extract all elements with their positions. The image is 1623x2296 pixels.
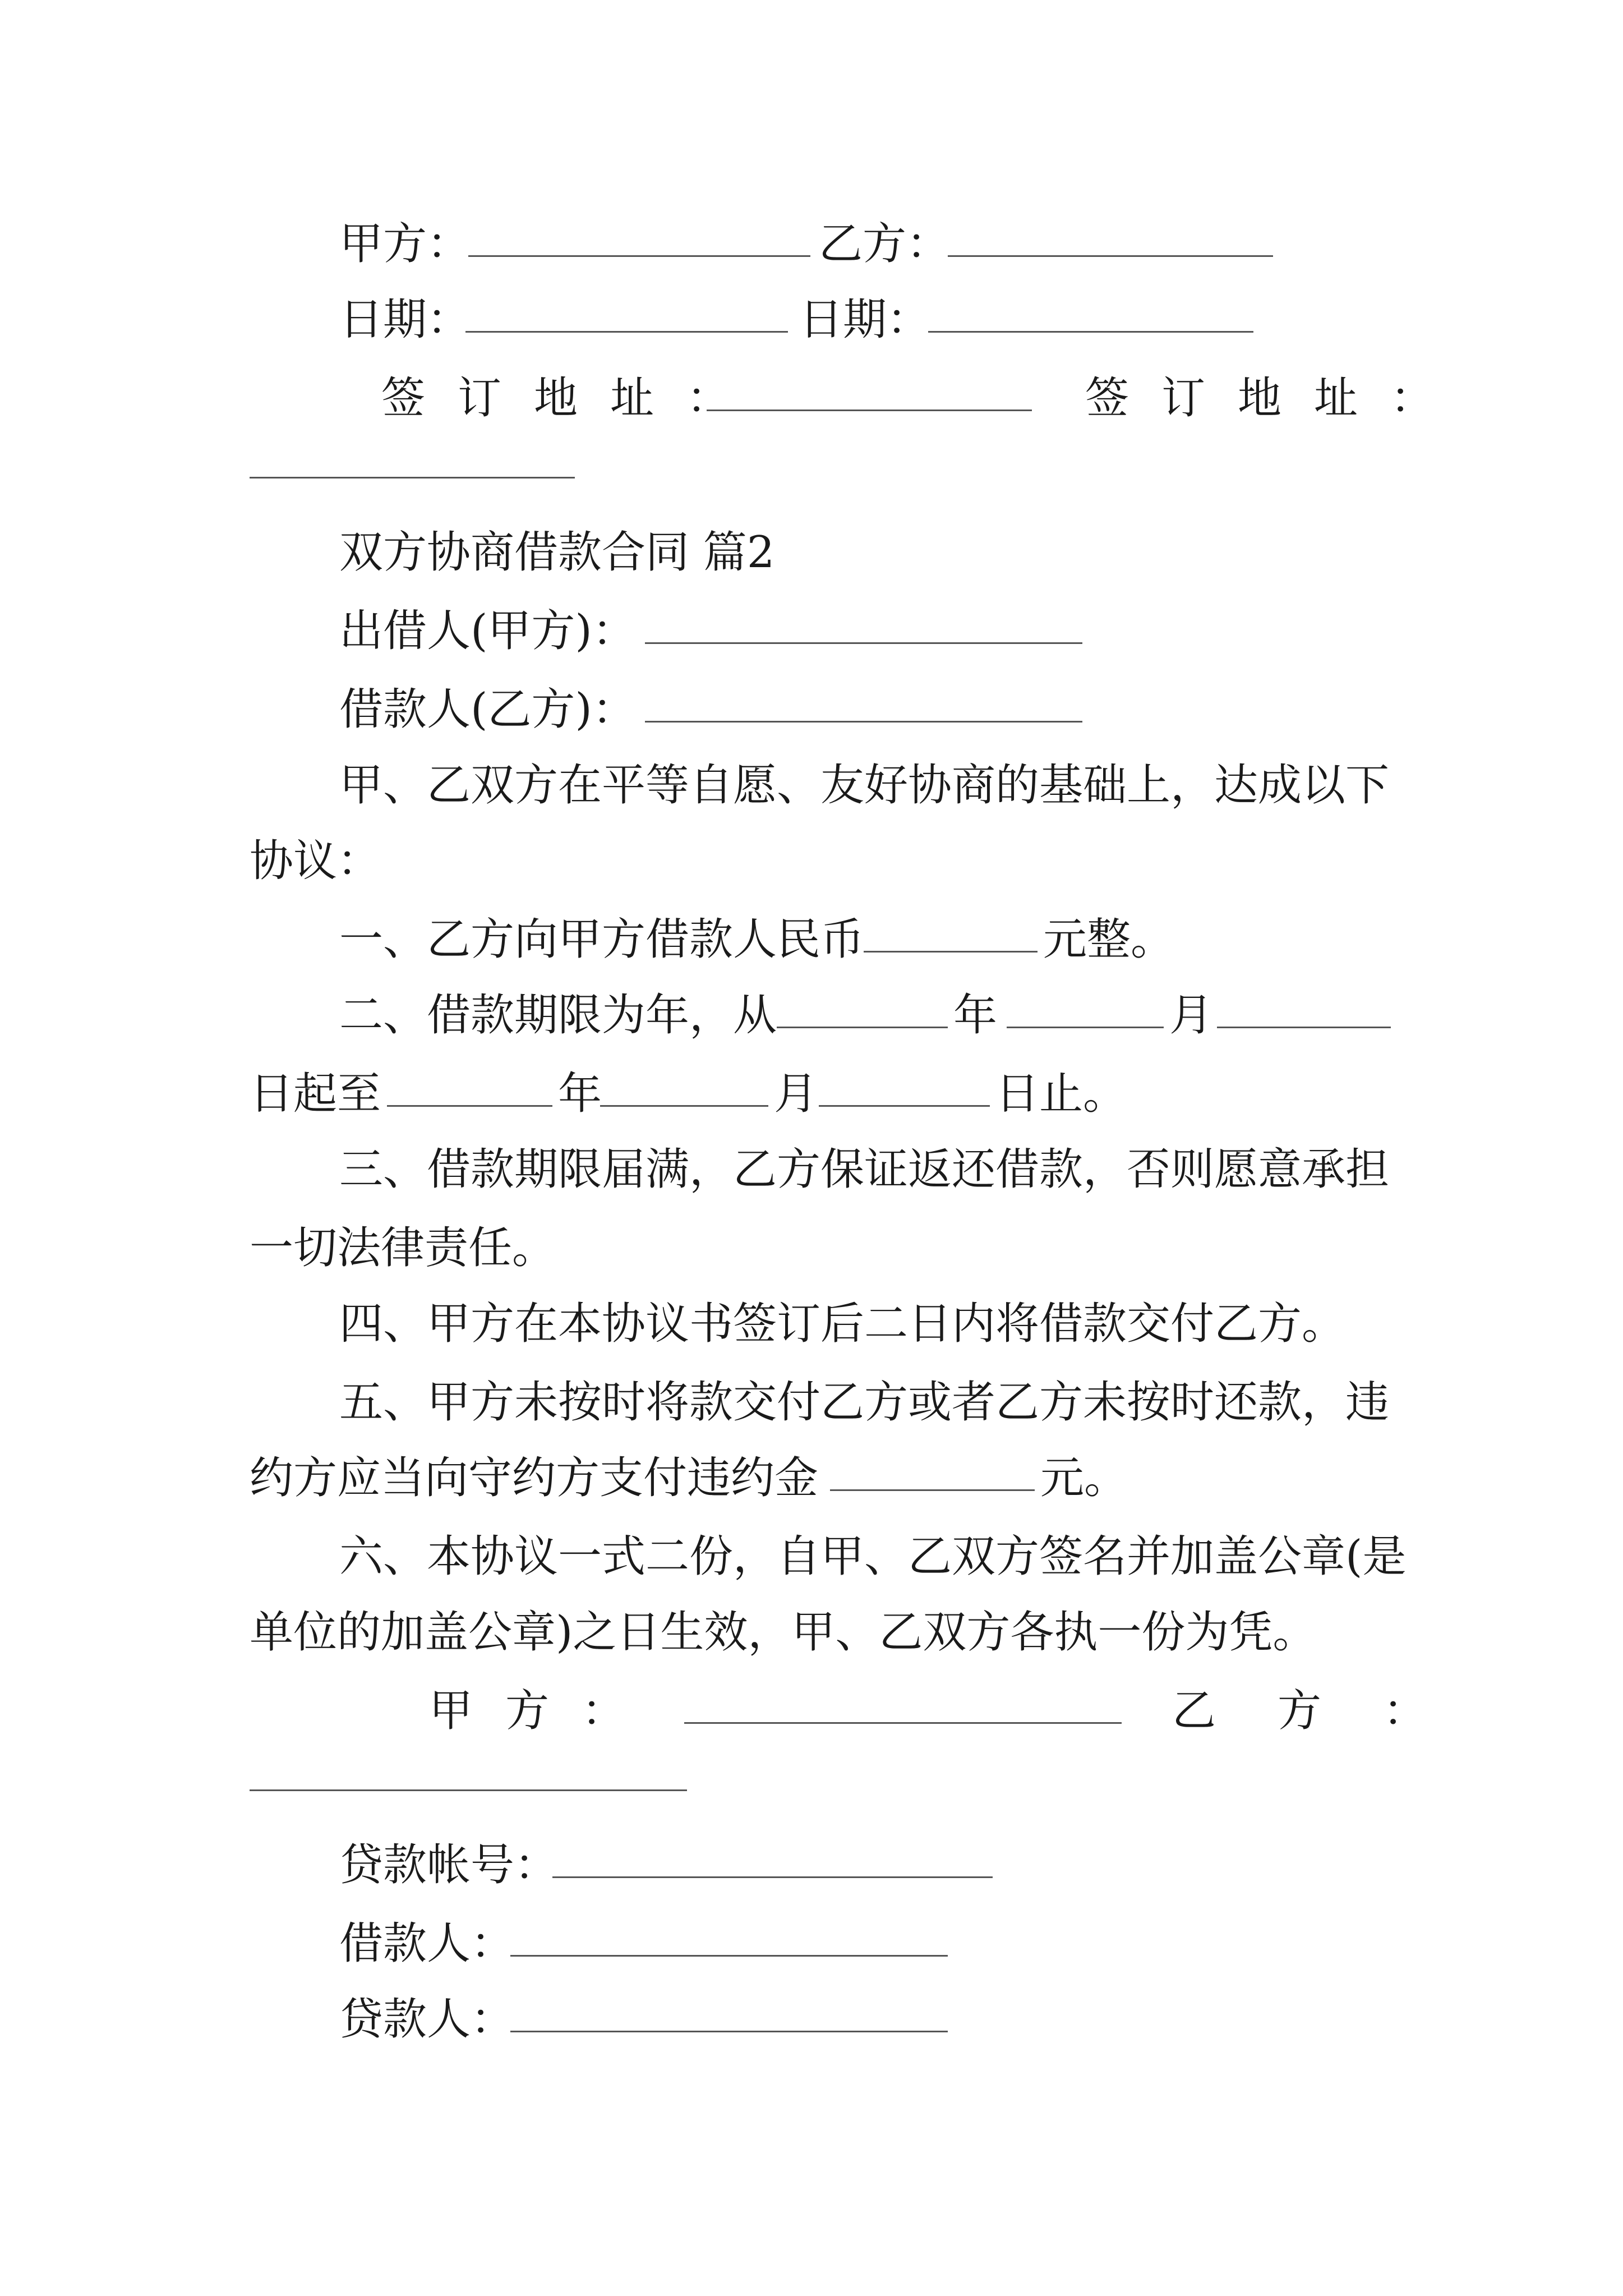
clause-6-text-1: 六、本协议一式二份，自甲、乙双方签名并加盖公章(是 bbox=[339, 1531, 1407, 1582]
date-a-blank[interactable] bbox=[465, 292, 788, 333]
contract-title: 双方协商借款合同 篇2 bbox=[339, 527, 775, 578]
sign-place-a-label: 签订地址： bbox=[381, 373, 763, 424]
penalty-amount-blank[interactable] bbox=[830, 1450, 1035, 1491]
clause-3-line-1 bbox=[0, 1130, 1623, 1209]
loan-amount-blank[interactable] bbox=[864, 912, 1038, 953]
date-b-blank[interactable] bbox=[928, 292, 1253, 333]
clause-5-text-2b: 元。 bbox=[1040, 1453, 1128, 1503]
borrower-blank[interactable] bbox=[645, 682, 1082, 723]
clause-2-text-end-month: 月 bbox=[774, 1069, 818, 1119]
date-a-label: 日期： bbox=[339, 295, 471, 345]
clause-1 bbox=[0, 900, 1623, 979]
clause-3-text-2: 一切法律责任。 bbox=[250, 1223, 556, 1273]
start-year-blank[interactable] bbox=[777, 987, 948, 1028]
party-a-label: 甲方： bbox=[339, 219, 471, 269]
sign-place-b-label: 签订地址： bbox=[1085, 373, 1467, 424]
clause-5-line-1 bbox=[0, 1363, 1623, 1442]
lender-sign-label: 贷款人： bbox=[339, 1994, 515, 2045]
party-a-blank[interactable] bbox=[468, 216, 810, 257]
clause-2-text-year: 年 bbox=[953, 990, 998, 1041]
final-party-b-blank[interactable] bbox=[250, 1750, 687, 1791]
party-b-blank[interactable] bbox=[948, 216, 1273, 257]
clause-5-text-2a: 约方应当向守约方支付违约金 bbox=[250, 1453, 819, 1503]
intro-text-1: 甲、乙双方在平等自愿、友好协商的基础上，达成以下 bbox=[339, 760, 1390, 811]
clause-6-line-2 bbox=[0, 1593, 1623, 1672]
intro-text-2: 协议： bbox=[250, 836, 381, 886]
start-month-blank[interactable] bbox=[1007, 987, 1164, 1028]
borrower-sign-row bbox=[0, 1904, 1623, 1983]
lender-sign-row bbox=[0, 1980, 1623, 2059]
clause-4 bbox=[0, 1285, 1623, 1363]
borrower-label: 借款人(乙方)： bbox=[339, 684, 636, 735]
sign-place-b-blank[interactable] bbox=[250, 438, 575, 478]
clause-2-text-month: 月 bbox=[1169, 990, 1214, 1041]
lender-blank[interactable] bbox=[645, 603, 1082, 644]
start-day-blank[interactable] bbox=[1217, 987, 1391, 1028]
clause-2-text-end: 日止。 bbox=[995, 1069, 1127, 1119]
clause-3-line-2 bbox=[0, 1209, 1623, 1287]
final-party-a-label: 甲方： bbox=[429, 1686, 658, 1736]
clause-6-line-1 bbox=[0, 1517, 1623, 1596]
intro-line-2 bbox=[0, 822, 1623, 900]
sign-place-row bbox=[0, 359, 1623, 438]
loan-account-blank[interactable] bbox=[552, 1837, 993, 1878]
clause-2-line-1 bbox=[0, 976, 1623, 1055]
date-b-label: 日期： bbox=[799, 295, 931, 345]
lender-label: 出借人(甲方)： bbox=[339, 606, 636, 656]
sign-place-a-blank[interactable] bbox=[707, 370, 1032, 411]
clause-6-text-2: 单位的加盖公章)之日生效，甲、乙双方各执一份为凭。 bbox=[250, 1607, 1317, 1658]
contract-title-row bbox=[0, 513, 1623, 592]
borrower-sign-label: 借款人： bbox=[339, 1918, 515, 1969]
end-day-blank[interactable] bbox=[819, 1066, 990, 1107]
borrower-row bbox=[0, 670, 1623, 749]
end-year-blank[interactable] bbox=[387, 1066, 552, 1107]
loan-account-row bbox=[0, 1826, 1623, 1904]
final-party-b-label: 乙方： bbox=[1172, 1686, 1489, 1736]
end-month-blank[interactable] bbox=[600, 1066, 768, 1107]
clause-5-text-1: 五、甲方未按时将款交付乙方或者乙方未按时还款，违 bbox=[339, 1377, 1390, 1428]
clause-5-line-2 bbox=[0, 1439, 1623, 1517]
clause-2-text-a: 二、借款期限为年，从 bbox=[339, 990, 777, 1041]
clause-2-text-end-year: 年 bbox=[558, 1069, 602, 1119]
party-signature-row bbox=[0, 205, 1623, 283]
borrower-sign-blank[interactable] bbox=[510, 1916, 948, 1957]
final-signature-row bbox=[0, 1672, 1623, 1750]
clause-4-text: 四、甲方在本协议书签订后二日内将借款交付乙方。 bbox=[339, 1299, 1346, 1349]
party-b-label: 乙方： bbox=[819, 219, 951, 269]
clause-2-text-until: 日起至 bbox=[250, 1069, 381, 1119]
final-party-a-blank[interactable] bbox=[684, 1683, 1122, 1724]
clause-1-text-b: 元整。 bbox=[1043, 914, 1175, 965]
lender-sign-blank[interactable] bbox=[510, 1991, 948, 2032]
clause-1-text-a: 一、乙方向甲方借款人民币 bbox=[339, 914, 865, 965]
loan-account-label: 贷款帐号： bbox=[339, 1840, 559, 1890]
date-signature-row bbox=[0, 280, 1623, 359]
intro-line-1 bbox=[0, 746, 1623, 825]
clause-3-text-1: 三、借款期限届满，乙方保证返还借款，否则愿意承担 bbox=[339, 1144, 1390, 1195]
lender-row bbox=[0, 592, 1623, 670]
clause-2-line-2 bbox=[0, 1055, 1623, 1133]
final-party-b-blank-row bbox=[0, 1750, 1623, 1829]
sign-place-b-blank-row bbox=[0, 438, 1623, 516]
